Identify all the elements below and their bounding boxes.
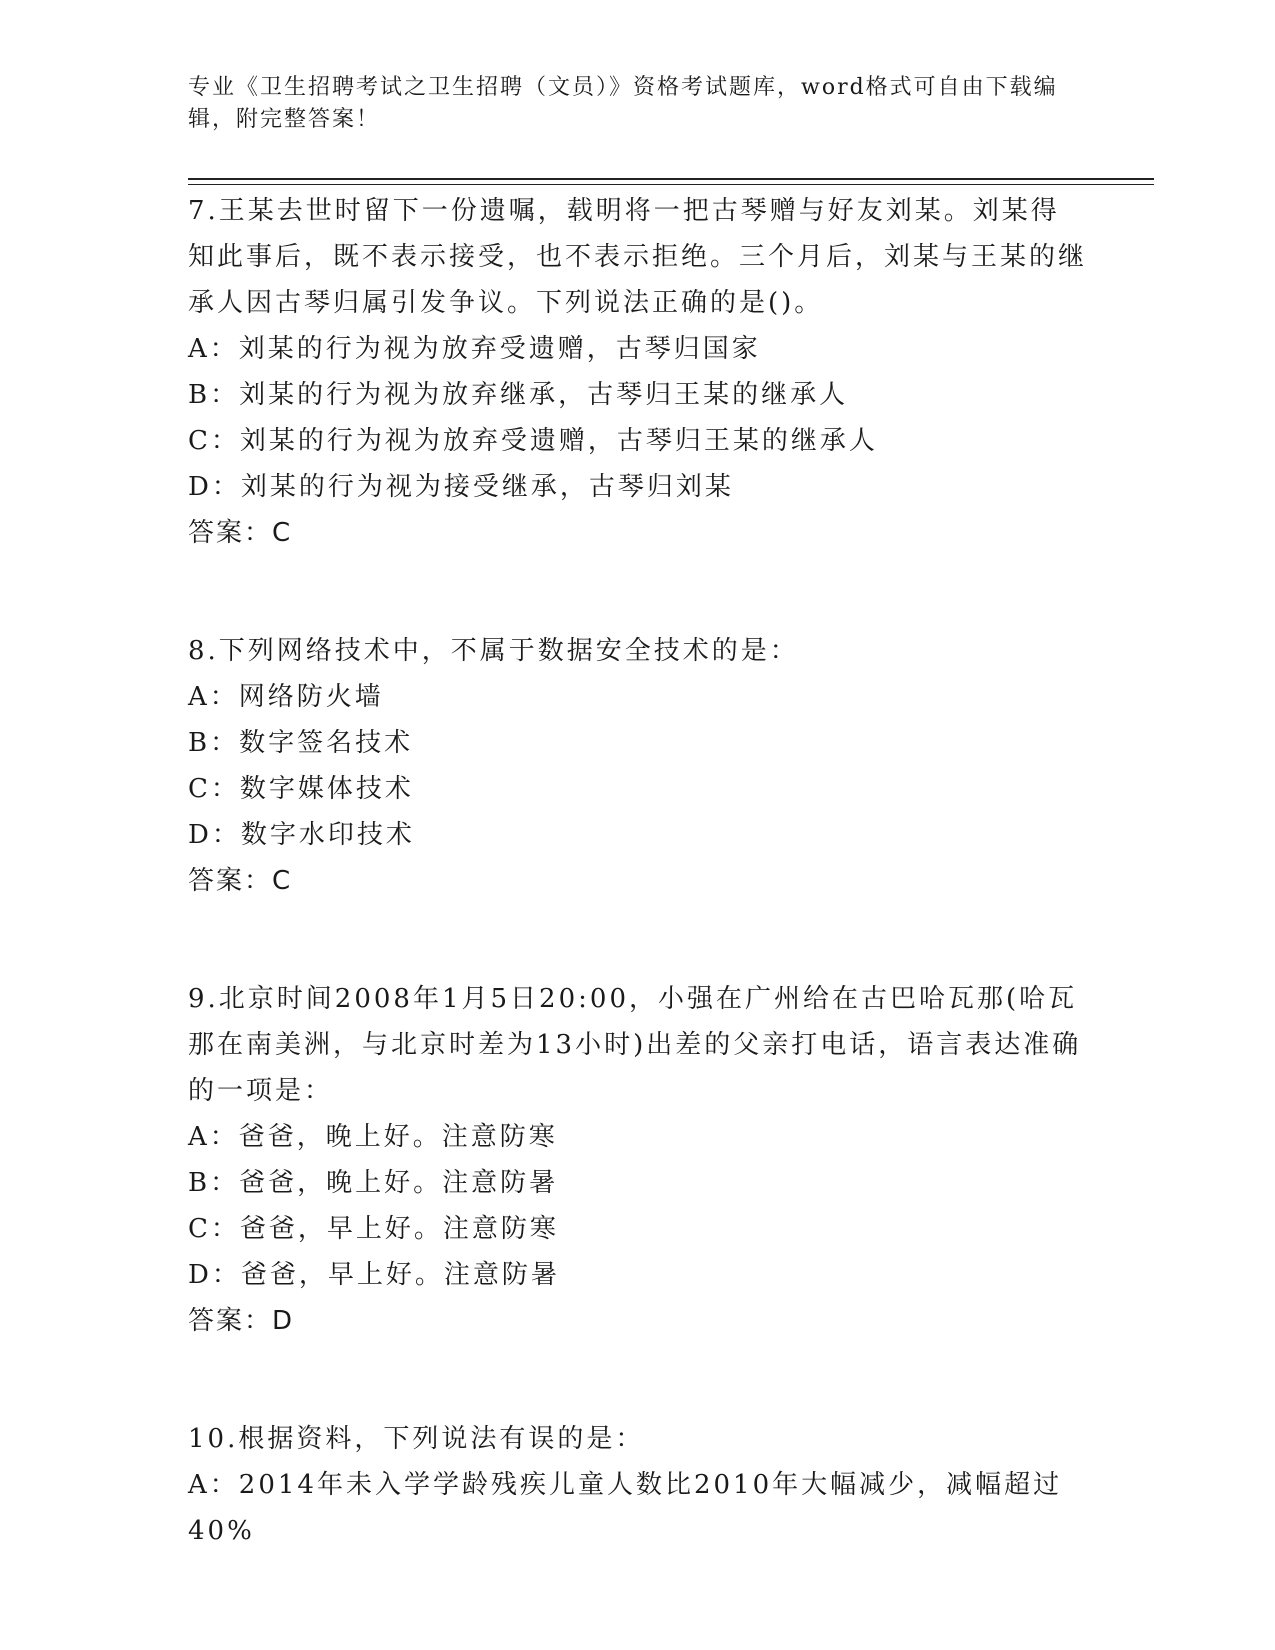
question-stem: 9.北京时间2008年1月5日20:00，小强在广州给在古巴哈瓦那(哈瓦那在南美洲，与北京时差为13小时)出差的父亲打电话，语言表达准确的一项是： — [188, 984, 1082, 1106]
option-b: B：爸爸，晚上好。注意防暑 — [188, 1168, 559, 1198]
question-10 — [188, 1416, 1088, 1554]
option-a: A：刘某的行为视为放弃受遗赠，古琴归国家 — [188, 334, 761, 364]
question-8 — [188, 628, 1088, 904]
header-rule-thick — [188, 178, 1154, 180]
option-b: B：数字签名技术 — [188, 728, 414, 758]
question-stem: 10.根据资料，下列说法有误的是： — [188, 1424, 645, 1454]
option-d: D：数字水印技术 — [188, 820, 415, 850]
question-stem: 8.下列网络技术中，不属于数据安全技术的是： — [188, 636, 799, 666]
option-c: C：刘某的行为视为放弃受遗赠，古琴归王某的继承人 — [188, 426, 878, 456]
answer: 答案：D — [188, 1306, 295, 1336]
option-d: D：刘某的行为视为接受继承，古琴归刘某 — [188, 472, 734, 502]
header-rule-thin — [188, 184, 1154, 185]
document-header: 专业《卫生招聘考试之卫生招聘（文员）》资格考试题库，word格式可自由下载编辑，附完整答案！ — [188, 75, 1058, 132]
option-a: A：爸爸，晚上好。注意防寒 — [188, 1122, 558, 1152]
option-c: C：爸爸，早上好。注意防寒 — [188, 1214, 559, 1244]
spacer — [188, 1344, 1088, 1416]
answer: 答案：C — [188, 518, 293, 548]
option-d: D：爸爸，早上好。注意防暑 — [188, 1260, 560, 1290]
option-c: C：数字媒体技术 — [188, 774, 414, 804]
option-a: A：网络防火墙 — [188, 682, 384, 712]
spacer — [188, 556, 1088, 628]
spacer — [188, 904, 1088, 976]
option-a: A：2014年未入学学龄残疾儿童人数比2010年大幅减少，减幅超过40% — [188, 1470, 1063, 1546]
question-7 — [188, 188, 1088, 556]
option-b: B：刘某的行为视为放弃继承，古琴归王某的继承人 — [188, 380, 849, 410]
question-9 — [188, 976, 1088, 1344]
question-stem: 7.王某去世时留下一份遗嘱，载明将一把古琴赠与好友刘某。刘某得知此事后，既不表示接受，也不表示拒绝。三个月后，刘某与王某的继承人因古琴归属引发争议。下列说法正确的是()。 — [188, 196, 1088, 318]
answer: 答案：C — [188, 866, 293, 896]
question-list — [188, 188, 1088, 1554]
